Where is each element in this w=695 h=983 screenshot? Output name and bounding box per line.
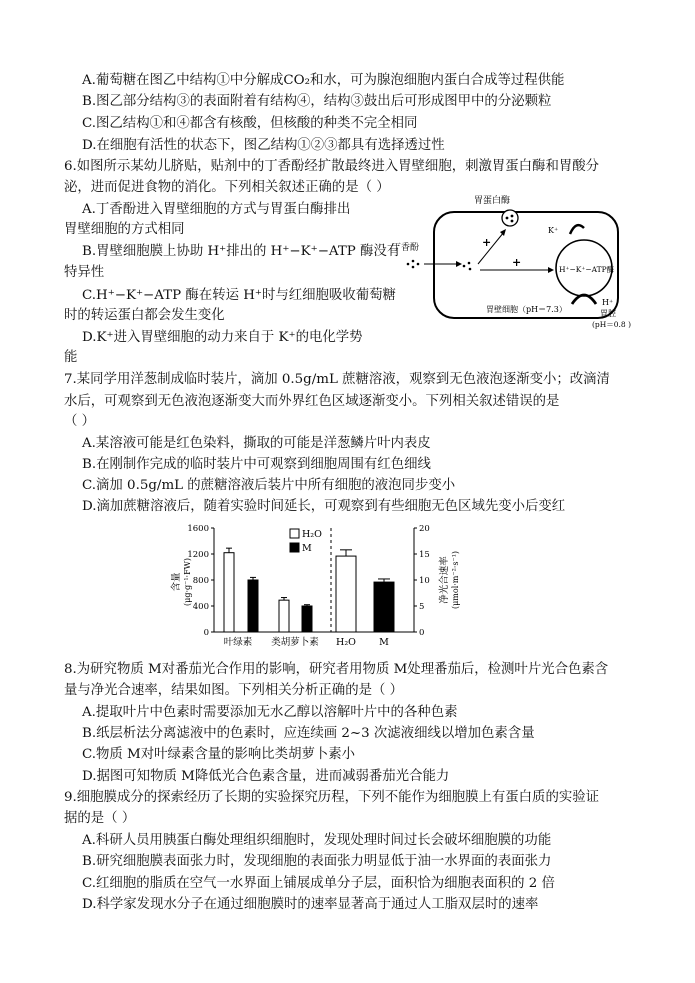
category-label: 类胡萝卜素: [271, 637, 319, 648]
q5-option-a: A.葡萄糖在图乙中结构①中分解成CO₂和水，可为腺泡细胞内蛋白合成等过程供能: [82, 73, 565, 88]
bar: [224, 553, 234, 632]
right-tick-label: 20: [419, 524, 430, 534]
q9-stem-line1: 9.细胞膜成分的探索经历了长期的实验探究历程，下列不能作为细胞膜上有蛋白质的实验证: [64, 790, 600, 805]
right-axis-label: 净光合速率: [439, 556, 450, 604]
q6-option-a: A.丁香酚进入胃壁细胞的方式与胃蛋白酶排出: [82, 202, 351, 217]
plus-sign-1: +: [482, 236, 492, 249]
k-ion-label: K⁺: [548, 226, 559, 235]
left-tick-label: 0: [203, 628, 209, 638]
q8-option-b: B.纸层析法分离滤液中的色素时，应连续画 2~3 次滤液细线以增加色素含量: [82, 726, 535, 741]
left-axis-label: 含量: [171, 572, 182, 592]
right-tick-label: 5: [419, 602, 425, 612]
bar: [336, 556, 356, 632]
left-tick-label: 1200: [187, 550, 209, 560]
legend-label-h2o: H₂O: [302, 529, 322, 540]
right-axis-unit: (μmol·m⁻²·s⁻¹): [451, 550, 460, 610]
legend-swatch-h2o: [290, 529, 299, 538]
q6-option-b: B.胃壁细胞膜上协助 H⁺排出的 H⁺−K⁺−ATP 酶没有: [82, 244, 401, 259]
legend-swatch-m: [290, 543, 299, 552]
q6-option-b-cont: 特异性: [64, 265, 105, 280]
q5-option-d: D.在细胞有活性的状态下，图乙结构①②③都具有选择透过性: [82, 138, 445, 153]
q8-stem-line2: 量与净光合速率，结果如图。下列相关分析正确的是（ ）: [64, 683, 404, 698]
category-label: H₂O: [336, 637, 356, 648]
q6-stem-line2: 泌，进而促进食物的消化。下列相关叙述正确的是（ ）: [64, 180, 390, 195]
right-tick-label: 15: [419, 550, 430, 560]
q6-option-c: C.H⁺−K⁺−ATP 酶在转运 H⁺时与红细胞吸收葡萄糖: [82, 288, 396, 303]
pigment-photosynthesis-chart: [168, 520, 498, 652]
q9-option-a: A.科研人员用胰蛋白酶处理组织细胞时，发现处理时间过长会破坏细胞膜的功能: [82, 833, 552, 848]
vesicle-icon: [502, 210, 518, 226]
h-ion-label: H⁺: [602, 298, 614, 307]
q6-stem-line1: 6.如图所示某幼儿脐贴，贴剂中的丁香酚经扩散最终进入胃壁细胞，刺激胃蛋白酶和胃酸分: [64, 159, 600, 174]
eugenol-dots-icon: [407, 260, 472, 271]
q9-option-c: C.红细胞的脂质在空气一水界面上铺展成单分子层，面积恰为细胞表面积的 2 倍: [82, 876, 555, 891]
q9-option-b: B.研究细胞膜表面张力时，发现细胞的表面张力明显低于油一水界面的表面张力: [82, 854, 552, 869]
lumen-label: 胃腔: [600, 309, 616, 318]
q7-option-c: C.滴加 0.5g/mL 的蔗糖溶液后装片中所有细胞的液泡同步变小: [82, 478, 456, 493]
left-tick-label: 400: [192, 602, 209, 612]
right-tick-label: 10: [419, 576, 430, 586]
cell-label: 胃壁细胞（pH＝7.3）: [486, 305, 567, 314]
q6-option-a-cont: 胃壁细胞的方式相同: [64, 222, 185, 237]
q8-option-a: A.提取叶片中色素时需要添加无水乙醇以溶解叶片中的各种色素: [82, 705, 458, 720]
q7-option-a: A.某溶液可能是红色染料，撕取的可能是洋葱鳞片叶内表皮: [82, 436, 431, 451]
legend-label-m: M: [302, 543, 312, 554]
right-tick-label: 0: [419, 628, 425, 638]
q6-option-c-cont: 时的转运蛋白都会发生变化: [64, 308, 225, 323]
q7-stem-line1: 7.某同学用洋葱制成临时装片，滴加 0.5g/mL 蔗糖溶液，观察到无色液泡逐渐变小；改滴清: [64, 372, 610, 387]
q8-option-d: D.据图可知物质 M降低光合色素含量，进而减弱番茄光合能力: [82, 769, 450, 784]
category-label: 叶绿素: [223, 637, 253, 648]
left-tick-label: 1600: [187, 524, 209, 534]
q5-option-c: C.图乙结构①和④都含有核酸，但核酸的种类不完全相同: [82, 116, 418, 131]
q7-option-b: B.在刚制作完成的临时装片中可观察到细胞周围有红色细线: [82, 457, 431, 472]
q5-option-b: B.图乙部分结构③的表面附着有结构④，结构③鼓出后可形成图甲中的分泌颗粒: [82, 94, 552, 109]
q8-stem-line1: 8.为研究物质 M对番茄光合作用的影响，研究者用物质 M处理番茄后，检测叶片光合色素含: [64, 662, 609, 677]
q7-stem-line2: 水后，可观察到无色液泡逐渐变大而外界红色区域逐渐变小。下列相关叙述错误的是: [64, 394, 560, 409]
q7-option-d: D.滴加蔗糖溶液后，随着实验时间延长，可观察到有些细胞无色区域先变小后变红: [82, 499, 566, 514]
left-axis-unit: (μg·g⁻¹·FW): [183, 558, 192, 606]
q6-option-d-cont: 能: [64, 350, 78, 365]
pepsin-label: 胃蛋白酶: [474, 196, 511, 206]
eugenol-label: 丁香酚: [392, 243, 420, 253]
atpase-label: H⁺−K⁺−ATP酶: [559, 265, 615, 274]
bar: [374, 582, 394, 632]
bar: [302, 606, 312, 632]
bar: [248, 580, 258, 632]
q9-option-d: D.科学家发现水分子在通过细胞膜时的速率显著高于通过人工脂双层时的速率: [82, 897, 539, 912]
category-label: M: [379, 637, 389, 648]
gastric-cell-diagram: [388, 192, 650, 332]
bar: [279, 600, 289, 632]
plus-sign-2: +: [512, 256, 522, 269]
left-tick-label: 800: [192, 576, 209, 586]
q6-option-d: D.K⁺进入胃壁细胞的动力来自于 K⁺的电化学势: [82, 330, 363, 345]
q8-option-c: C.物质 M对叶绿素含量的影响比类胡萝卜素小: [82, 747, 356, 762]
q7-stem-line3: （ ）: [64, 414, 96, 429]
q9-stem-line2: 据的是（ ）: [64, 811, 136, 826]
lumen-ph-label: (pH＝0.8 ): [592, 320, 632, 329]
